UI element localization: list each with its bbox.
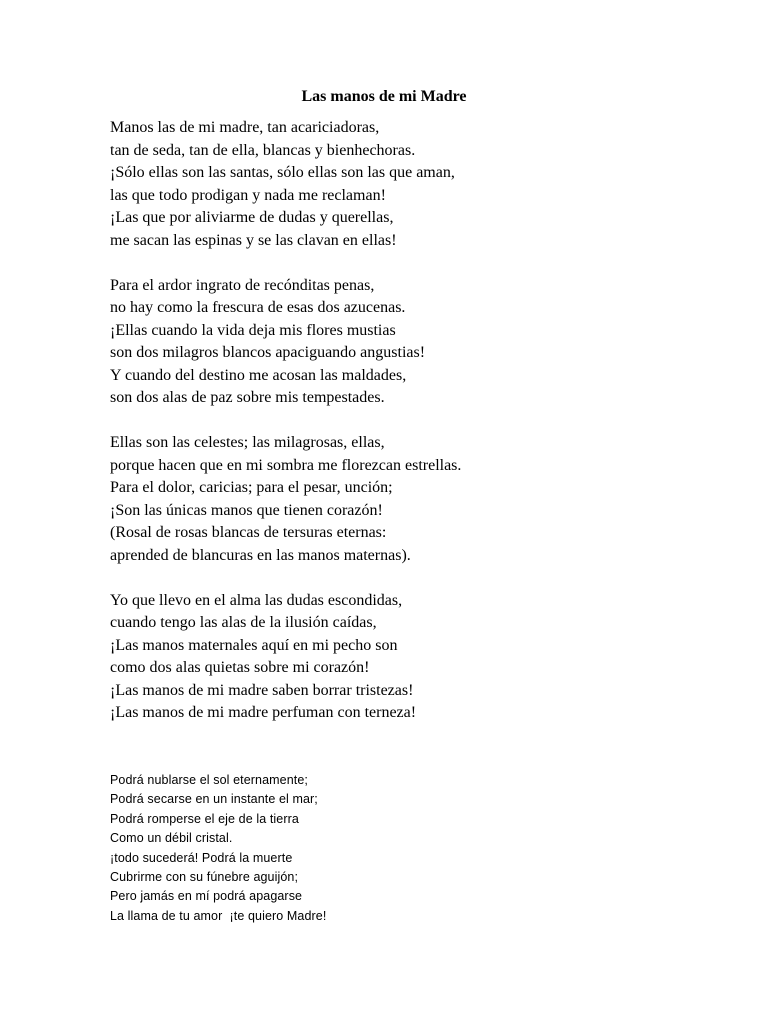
poem-line: (Rosal de rosas blancas de tersuras eternas: <box>110 524 387 541</box>
epilogue-line: ¡todo sucederá! Podrá la muerte <box>110 850 293 865</box>
poem-line: ¡Las manos de mi madre perfuman con terneza! <box>110 704 417 721</box>
poem-line: ¡Las que por aliviarme de dudas y querellas, <box>110 209 394 226</box>
poem-body <box>110 117 730 747</box>
poem-line: Yo que llevo en el alma las dudas escondidas, <box>110 591 403 609</box>
poem-line: Ellas son las celestes; las milagrosas, ellas, <box>110 434 385 451</box>
poem-line: Para el ardor ingrato de recónditas penas, <box>110 276 375 294</box>
poem-line: ¡Sólo ellas son las santas, sólo ellas son las que aman, <box>110 164 455 181</box>
poem-title: Las manos de mi Madre <box>301 88 467 105</box>
poem-line: son dos milagros blancos apaciguando angustias! <box>110 344 426 361</box>
poem-line: aprended de blancuras en las manos maternas). <box>110 546 411 564</box>
stanza-2 <box>110 275 730 410</box>
poem-line: ¡Las manos maternales aquí en mi pecho son <box>110 636 398 654</box>
poem-line: Y cuando del destino me acosan las maldades, <box>110 366 407 384</box>
stanza-1 <box>110 117 730 252</box>
epilogue-line: Pero jamás en mí podrá apagarse <box>110 889 303 904</box>
poem-line: me sacan las espinas y se las clavan en ellas! <box>110 231 397 249</box>
poem-line: no hay como la frescura de esas dos azucenas. <box>110 299 406 316</box>
poem-line: tan de seda, tan de ella, blancas y bienhechoras. <box>110 141 416 159</box>
poem-line: como dos alas quietas sobre mi corazón! <box>110 659 370 676</box>
poem-line: ¡Ellas cuando la vida deja mis flores mustias <box>110 321 396 339</box>
epilogue-line: Podrá secarse en un instante el mar; <box>110 792 318 807</box>
poem-line: Para el dolor, caricias; para el pesar, unción; <box>110 479 393 496</box>
epilogue-line: Podrá romperse el eje de la tierra <box>110 811 299 826</box>
poem-line: las que todo prodigan y nada me reclaman! <box>110 186 386 204</box>
poem-line: cuando tengo las alas de la ilusión caídas, <box>110 614 377 631</box>
epilogue-line: La llama de tu amor ¡te quiero Madre! <box>110 908 327 923</box>
poem-line: ¡Las manos de mi madre saben borrar tristezas! <box>110 681 414 699</box>
poem-line: son dos alas de paz sobre mis tempestades. <box>110 389 385 406</box>
epilogue-verse <box>110 771 510 926</box>
poem-line: ¡Son las únicas manos que tienen corazón! <box>110 501 383 519</box>
epilogue-line: Como un débil cristal. <box>110 831 233 846</box>
epilogue-line: Cubrirme con su fúnebre aguijón; <box>110 870 299 885</box>
poem-line: Manos las de mi madre, tan acariciadoras, <box>110 119 380 136</box>
stanza-4 <box>110 590 730 725</box>
poem-line: porque hacen que en mi sombra me florezcan estrellas. <box>110 456 462 474</box>
stanza-3 <box>110 432 730 567</box>
epilogue-line: Podrá nublarse el sol eternamente; <box>110 773 308 787</box>
